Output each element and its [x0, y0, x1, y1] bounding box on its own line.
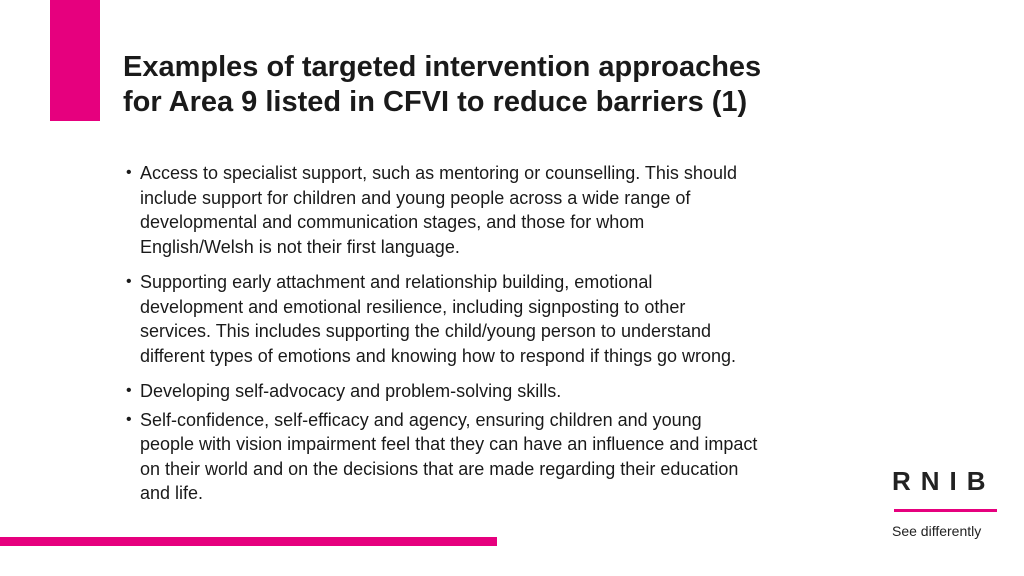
bottom-accent-bar: [0, 537, 497, 546]
bullet-list: [126, 161, 866, 517]
bullet-line: Self-confidence, self-efficacy and agency, ensuring children and young: [140, 409, 702, 430]
logo-tagline: See differently: [892, 523, 982, 539]
bullet-item-early-attachment: [126, 270, 866, 368]
bullet-line: English/Welsh is not their first language.: [140, 236, 460, 257]
bullet-line: Developing self-advocacy and problem-solving skills.: [140, 381, 562, 401]
bullet-line: Supporting early attachment and relationship building, emotional: [140, 272, 653, 292]
bullet-line: developmental and communication stages, and those for whom: [140, 212, 645, 232]
bullet-line: include support for children and young people across a wide range of: [140, 187, 691, 208]
bullet-item-self-confidence: [126, 408, 866, 506]
logo-wordmark: RNIB: [892, 466, 996, 496]
bullet-item-self-advocacy: [126, 379, 866, 404]
slide-title: [123, 50, 883, 120]
slide-title-line-2: for Area 9 listed in CFVI to reduce barriers (1): [123, 86, 748, 118]
bullet-dot-icon: •: [126, 164, 132, 181]
bullet-item-specialist-support: [126, 161, 866, 259]
bullet-line: and life.: [140, 483, 204, 503]
bullet-text: [140, 161, 737, 259]
bullet-line: on their world and on the decisions that are made regarding their education: [140, 458, 739, 479]
bullet-line: development and emotional resilience, including signposting to other: [140, 296, 686, 317]
bullet-text: [140, 379, 561, 404]
bullet-line: services. This includes supporting the child/young person to understand: [140, 321, 712, 341]
bullet-dot-icon: •: [126, 273, 132, 290]
logo-divider: [894, 509, 997, 512]
bullet-dot-icon: •: [126, 410, 132, 428]
bullet-line: different types of emotions and knowing how to respond if things go wrong.: [140, 345, 737, 366]
bullet-text: [140, 408, 757, 506]
bullet-line: Access to specialist support, such as mentoring or counselling. This should: [140, 163, 737, 183]
bullet-line: people with vision impairment feel that they can have an influence and impact: [140, 434, 758, 454]
bullet-dot-icon: •: [126, 382, 132, 399]
slide-title-line-1: Examples of targeted intervention approaches: [123, 51, 762, 83]
accent-block: [50, 0, 100, 121]
rnib-logo: [892, 466, 1002, 546]
bullet-text: [140, 270, 736, 368]
